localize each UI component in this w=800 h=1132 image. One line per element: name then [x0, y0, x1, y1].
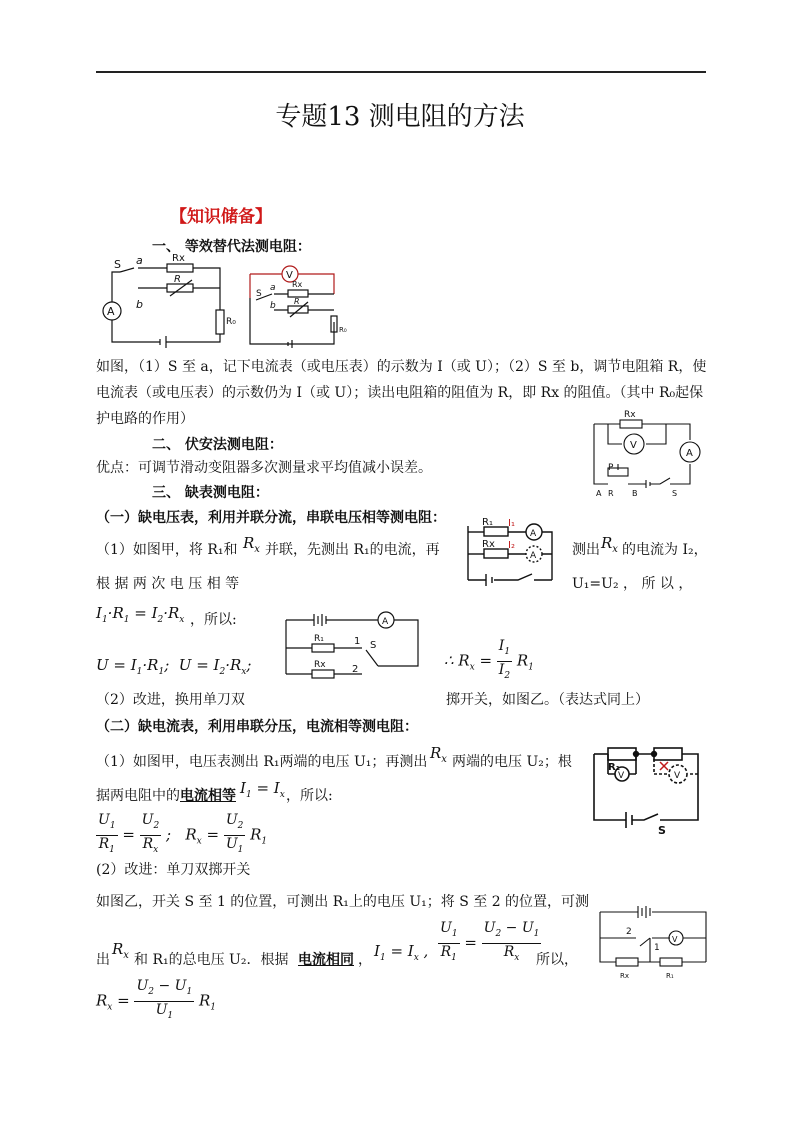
voltmeter-symbol-4: V	[674, 771, 681, 781]
ammeter-symbol-3: A	[530, 529, 537, 539]
page-title: 专题13 测电阻的方法	[275, 102, 525, 132]
label-b: b	[136, 298, 143, 311]
part1-text-line2: 电流表（或电压表）的示数仍为 I（或 U）；读出电阻箱的阻值为 R，即 Rx 的阻值。（其中 R₀起保	[96, 385, 704, 401]
label-r3: R	[608, 489, 614, 498]
sub2-line5b: 和 R₁的总电压 U₂．根据	[134, 952, 289, 968]
part2-text: 优点：可调节滑动变阻器多次测量求平均值减小误差。	[96, 460, 432, 476]
eq-u1r1-u2u1rx: $\frac{U_1}{R_1}$ = $\frac{U_2 - U_1}{R_x}$	[440, 920, 540, 963]
label-r0-2: R₀	[339, 326, 347, 334]
label-b2: b	[270, 301, 276, 311]
voltmeter-symbol: V	[286, 270, 293, 281]
label-r1-3: R₁	[608, 762, 621, 773]
sub2-heading: （二）缺电流表，利用串联分压，电流相等测电阻：	[96, 719, 418, 735]
label-rx3: Rx	[624, 410, 636, 420]
label-r2: R	[294, 297, 300, 306]
label-rx6: Rx	[620, 972, 630, 980]
label-s: S	[114, 258, 121, 271]
switch-pos-1b: 1	[654, 943, 660, 953]
part3-heading: 三、 缺表测电阻：	[152, 485, 269, 501]
eq-i1-ix-2: $I_1 = I_x$ ,	[374, 942, 429, 963]
rx-symbol: $R_x$	[243, 534, 260, 555]
ammeter-symbol-2: A	[686, 448, 693, 459]
label-r1: R₁	[482, 517, 493, 528]
sub2-improve: (2）改进：单刀双掷开关	[96, 862, 251, 878]
voltmeter-symbol-3: V	[618, 771, 625, 781]
label-b3: B	[632, 489, 638, 498]
sub1-line1c: 测出	[572, 542, 600, 558]
sub1-line2a: 根 据 两 次 电 压 相 等	[96, 576, 240, 592]
switch-pos-2: 2	[352, 664, 359, 675]
label-rx5: Rx	[314, 660, 326, 670]
label-a2: a	[270, 283, 276, 293]
sub1-line1d: 的电流为 I₂，	[622, 542, 708, 558]
eq-rx-final: $R_x$ = $\frac{U_2 - U_1}{U_1}$ $R_1$	[96, 978, 216, 1021]
label-s2: S	[256, 289, 262, 299]
sub2-line2a: 据两电阻中的	[96, 788, 180, 804]
label-r: R	[174, 274, 181, 285]
sub2-line2-emph: 电流相等	[180, 788, 236, 804]
label-s3: S	[672, 489, 678, 498]
part1-heading: 一、 等效替代法测电阻：	[152, 239, 311, 255]
sub1-improve-b: 掷开关，如图乙。（表达式同上）	[446, 692, 649, 708]
eq-i1-ix: $I_1 = I_x$	[240, 779, 285, 800]
label-a3: A	[596, 489, 602, 498]
sub2-line1a: （1）如图甲，电压表测出 R₁两端的电压 U₁；再测出	[96, 754, 428, 770]
label-s4: S	[370, 640, 377, 651]
sub2-line4: 如图乙，开关 S 至 1 的位置，可测出 R₁上的电压 U₁；将 S 至 2 的位置，可测	[96, 894, 590, 910]
circuit-substitution-ammeter	[92, 250, 240, 350]
sub2-line5c: ，	[358, 952, 372, 968]
eq-voltage-ratio: $\frac{U_1}{R_1}$ = $\frac{U_2}{R_x}$ ; $R_x$ = $\frac{U_2}{U_1}$ $R_1$	[98, 812, 268, 855]
ammeter-symbol: A	[107, 305, 115, 318]
circuit-spdt-ammeter	[282, 606, 422, 682]
circuit-voltammeter	[590, 408, 708, 500]
eq-rx-current-ratio: ∴ $R_x$ = $\frac{I_1}{I_2}$ $R_1$	[444, 638, 534, 681]
label-rx4: Rx	[482, 539, 495, 550]
label-p: P	[608, 463, 614, 473]
sub1-line1a: （1）如图甲，将 R₁和	[96, 542, 238, 558]
label-r1-4: R₁	[666, 972, 674, 980]
switch-pos-2b: 2	[626, 927, 632, 937]
section-heading: 【知识储备】	[170, 207, 272, 227]
ammeter-symbol-4: A	[530, 551, 537, 561]
sub2-line1b: 两端的电压 U₂；根	[452, 754, 572, 770]
eq-u-expressions: $U = I_1\cdot R_1$; $U = I_2\cdot R_x$;	[96, 656, 252, 677]
sub1-eq1-suffix: ，所以:	[190, 612, 237, 628]
label-a: a	[136, 254, 143, 267]
label-i2: I₂	[508, 540, 515, 551]
ammeter-symbol-5: A	[382, 617, 389, 627]
label-rx: Rx	[172, 253, 185, 264]
circuit-series-voltmeters	[588, 740, 706, 836]
label-s5: S	[658, 824, 666, 837]
circuit-spdt-voltmeter	[596, 900, 712, 984]
part1-text-line1: 如图，（1）S 至 a，记下电流表（或电压表）的示数为 I（或 U）；（2）S 至 b，调节电阻箱 R，使	[96, 359, 707, 375]
label-rx2: Rx	[292, 280, 303, 289]
part1-text-line3: 护电路的作用）	[96, 411, 194, 427]
sub1-improve-a: （2）改进，换用单刀双	[96, 692, 245, 708]
sub2-line5a: 出	[96, 952, 110, 968]
sub1-heading: （一）缺电压表，利用并联分流，串联电压相等测电阻：	[96, 510, 446, 526]
eq-i1r1-i2rx: $I_1\cdot R_1 = I_2\cdot R_x$	[96, 604, 185, 625]
voltmeter-symbol-2: V	[630, 440, 637, 451]
sub1-line2b: U₁=U₂ ， 所 以 ，	[572, 576, 693, 592]
sub1-line1b: 并联，先测出 R₁的电流，再	[265, 542, 440, 558]
sub2-line5-emph: 电流相同	[298, 952, 354, 968]
top-rule	[96, 71, 706, 73]
label-i1: I₁	[508, 518, 515, 529]
sub2-line5d: 所以，	[536, 952, 578, 968]
voltmeter-symbol-5: V	[672, 935, 678, 944]
label-r0: R₀	[226, 317, 236, 327]
rx-symbol-3: $R_x$	[430, 744, 447, 765]
switch-pos-1: 1	[354, 636, 361, 647]
sub2-line2b: ，所以:	[286, 788, 333, 804]
circuit-substitution-voltmeter	[246, 262, 358, 348]
circuit-parallel-ammeters	[462, 514, 560, 590]
part2-heading: 二、 伏安法测电阻：	[152, 437, 283, 453]
rx-symbol-4: $R_x$	[112, 940, 129, 961]
label-r1-2: R₁	[314, 634, 324, 644]
rx-symbol-2: $R_x$	[601, 534, 618, 555]
